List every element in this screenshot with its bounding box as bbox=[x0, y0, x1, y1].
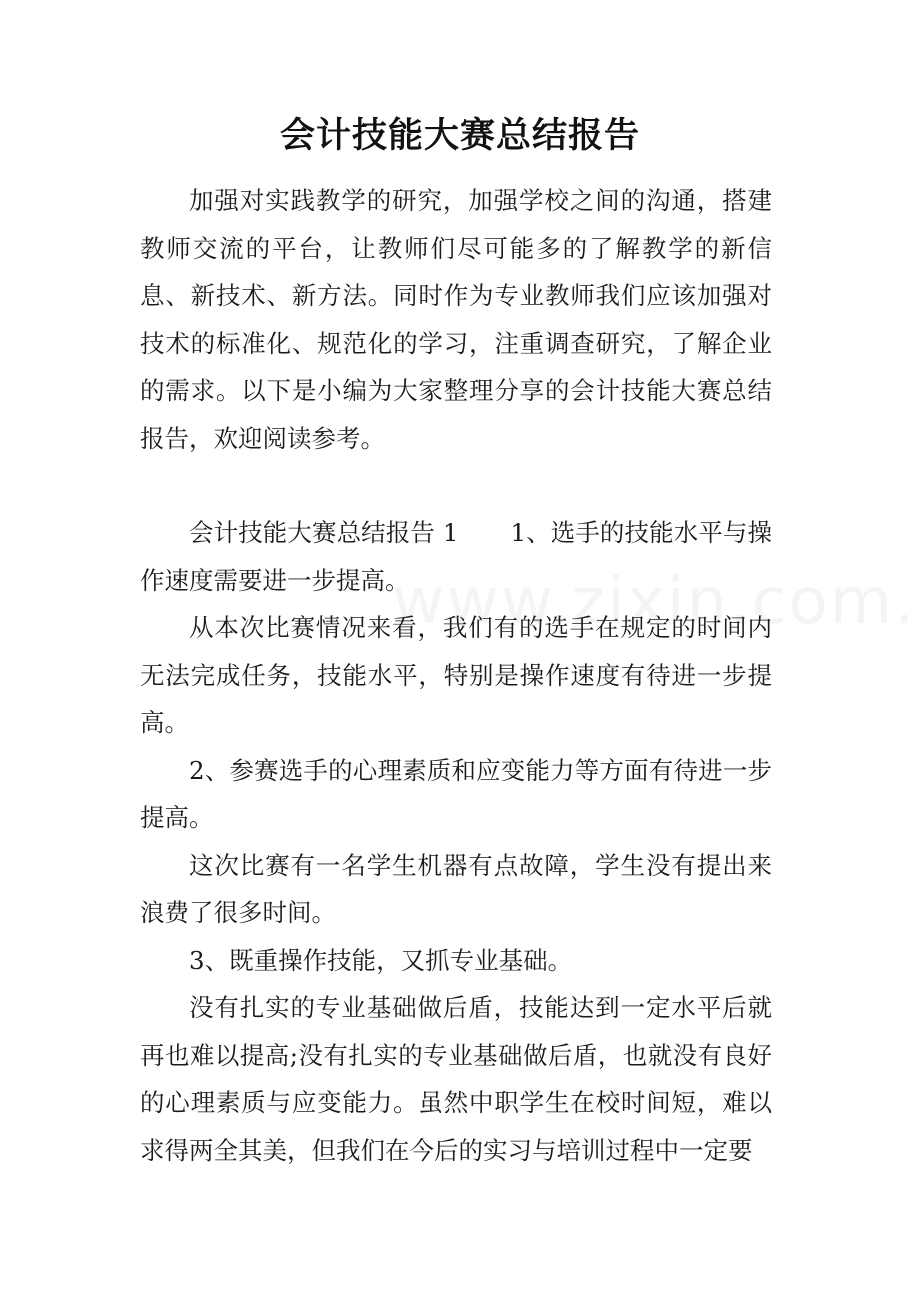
report-heading: 会计技能大赛总结报告 1 bbox=[189, 518, 459, 547]
body-paragraph: 这次比赛有一名学生机器有点故障，学生没有提出来浪费了很多时间。 bbox=[140, 850, 772, 927]
report-section-paragraph bbox=[140, 509, 772, 604]
body-paragraph: 从本次比赛情况来看，我们有的选手在规定的时间内无法完成任务，技能水平，特别是操作速度有待进一步提高。 bbox=[140, 613, 772, 737]
document-title: 会计技能大赛总结报告 bbox=[279, 115, 640, 156]
document-body bbox=[140, 177, 772, 1174]
body-paragraph: 2、参赛选手的心理素质和应变能力等方面有待进一步提高。 bbox=[140, 755, 772, 832]
body-paragraph: 3、既重操作技能，又抓专业基础。 bbox=[189, 945, 573, 975]
intro-paragraph: 加强对实践教学的研究，加强学校之间的沟通，搭建教师交流的平台，让教师们尽可能多的了解教学的新信息、新技术、新方法。同时作为专业教师我们应该加强对技术的标准化、规范化的学习，注重调查研究，了解企业的需求。以下是小编为大家整理分享的会计技能大赛总结报告，欢迎阅读参考。 bbox=[140, 186, 772, 453]
body-paragraph: 没有扎实的专业基础做后盾，技能达到一定水平后就再也难以提高;没有扎实的专业基础做后盾，也就没有良好的心理素质与应变能力。虽然中职学生在校时间短，难以求得两全其美，但我们在今后的实习与培训过程中一定要 bbox=[140, 993, 772, 1165]
report-first-point: 1、选手的技能水平与操作速度需要进一步提高。 bbox=[140, 518, 773, 595]
